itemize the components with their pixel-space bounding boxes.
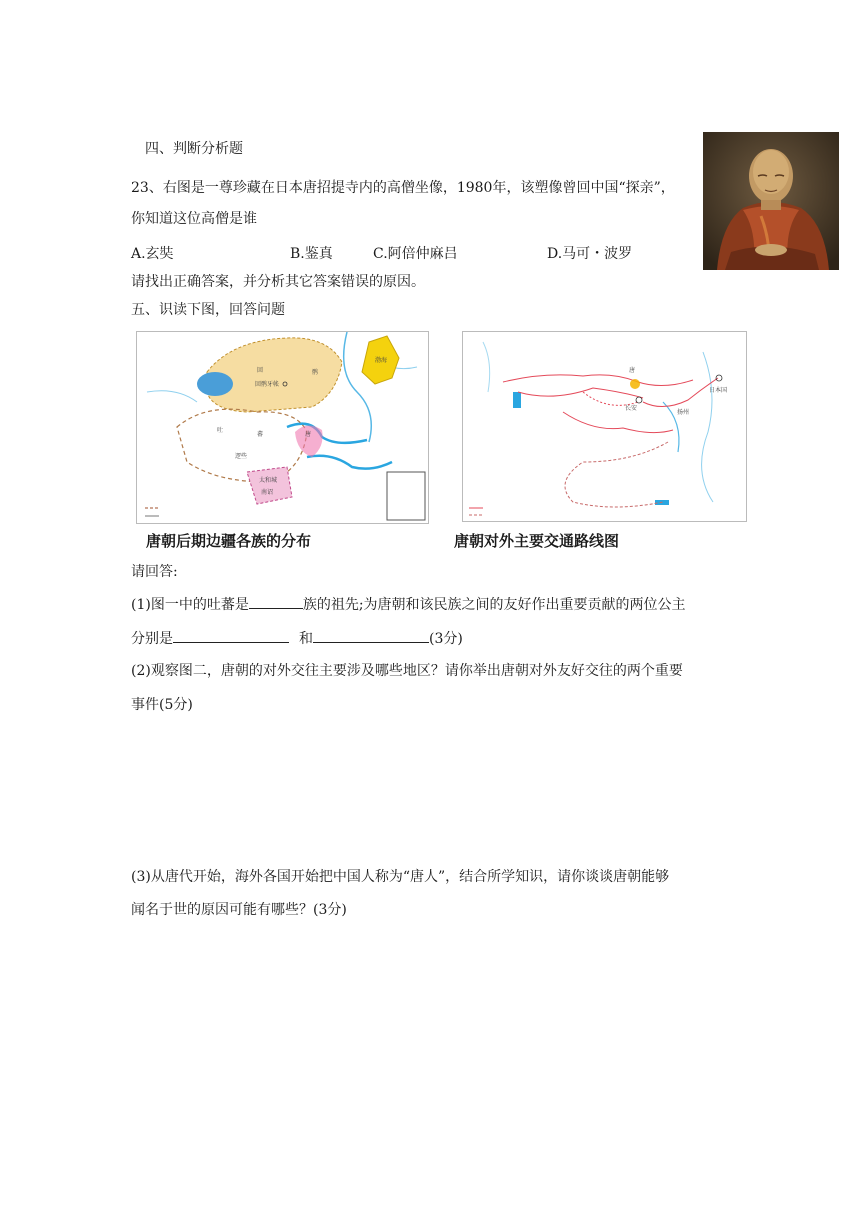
question-23-line1: 23、右图是一尊珍藏在日本唐招提寺内的高僧坐像，1980年，该塑像曾回中国“探亲”， xyxy=(131,180,675,196)
map1-label-tang: 唐 xyxy=(305,431,312,438)
answer-prompt: 请回答: xyxy=(131,564,178,580)
question-1-text-b: 族的祖先;为唐朝和该民族之间的友好作出重要贡献的两位公主 xyxy=(302,597,686,613)
answer-blank-princess-1[interactable] xyxy=(173,628,289,643)
option-a: A.玄奘 xyxy=(131,246,174,262)
map-tang-foreign-routes xyxy=(462,331,747,522)
map2-caption: 唐朝对外主要交通路线图 xyxy=(454,532,620,550)
question-1-text-a: (1)图一中的吐蕃是 xyxy=(131,597,249,613)
question-1-score: (3分) xyxy=(429,631,463,647)
map2-label-changan: 长安 xyxy=(625,405,638,412)
instruction-text: 请找出正确答案，并分析其它答案错误的原因。 xyxy=(131,274,425,290)
section4-heading: 四、判断分析题 xyxy=(145,141,243,157)
option-b: B.鉴真 xyxy=(290,246,333,262)
option-d: D.马可・波罗 xyxy=(547,246,633,262)
map2-label-japan: 日本国 xyxy=(709,387,728,394)
answer-blank-princess-2[interactable] xyxy=(313,628,429,643)
map1-label-bohai: 渤海 xyxy=(375,357,388,364)
question-3-line1: (3)从唐代开始，海外各国开始把中国人称为“唐人”，结合所学知识，请你谈谈唐朝能够 xyxy=(131,869,670,885)
map1-label-huihe: 回 xyxy=(257,367,264,374)
map2-label-tang: 唐 xyxy=(629,367,636,374)
question-23-line2: 你知道这位高僧是谁 xyxy=(131,211,257,227)
map1-label-taihe: 太和城 xyxy=(259,477,278,484)
answer-blank-ethnic-group[interactable] xyxy=(249,594,303,609)
question-3-line2: 闻名于世的原因可能有哪些？(3分) xyxy=(131,902,347,918)
map1-label-luoxie: 逻些 xyxy=(235,453,248,460)
question-1-line1 xyxy=(131,594,686,615)
map2-label-yangzhou: 扬州 xyxy=(677,409,690,416)
map1-caption: 唐朝后期边疆各族的分布 xyxy=(146,532,312,550)
question-2-line1: (2)观察图二，唐朝的对外交往主要涉及哪些地区？请你举出唐朝对外友好交往的两个重要 xyxy=(131,663,683,679)
question-1-line2 xyxy=(131,628,463,649)
map1-label-nanzhao: 南诏 xyxy=(261,489,274,496)
map1-label-he: 鹘 xyxy=(312,369,319,376)
question-2-line2: 事件(5分) xyxy=(131,697,193,713)
question-1-text-c: 分别是 xyxy=(131,631,173,647)
map1-label-bo: 蕃 xyxy=(257,431,264,438)
question-1-and: 和 xyxy=(299,631,313,647)
monk-statue-image xyxy=(703,132,839,270)
section5-heading: 五、识读下图，回答问题 xyxy=(131,302,285,318)
option-c: C.阿倍仲麻吕 xyxy=(373,246,458,262)
map1-label-capital: 回鹘牙帐 xyxy=(255,381,280,388)
map1-label-tu: 吐 xyxy=(217,427,224,434)
map-tang-border-peoples xyxy=(136,331,429,524)
